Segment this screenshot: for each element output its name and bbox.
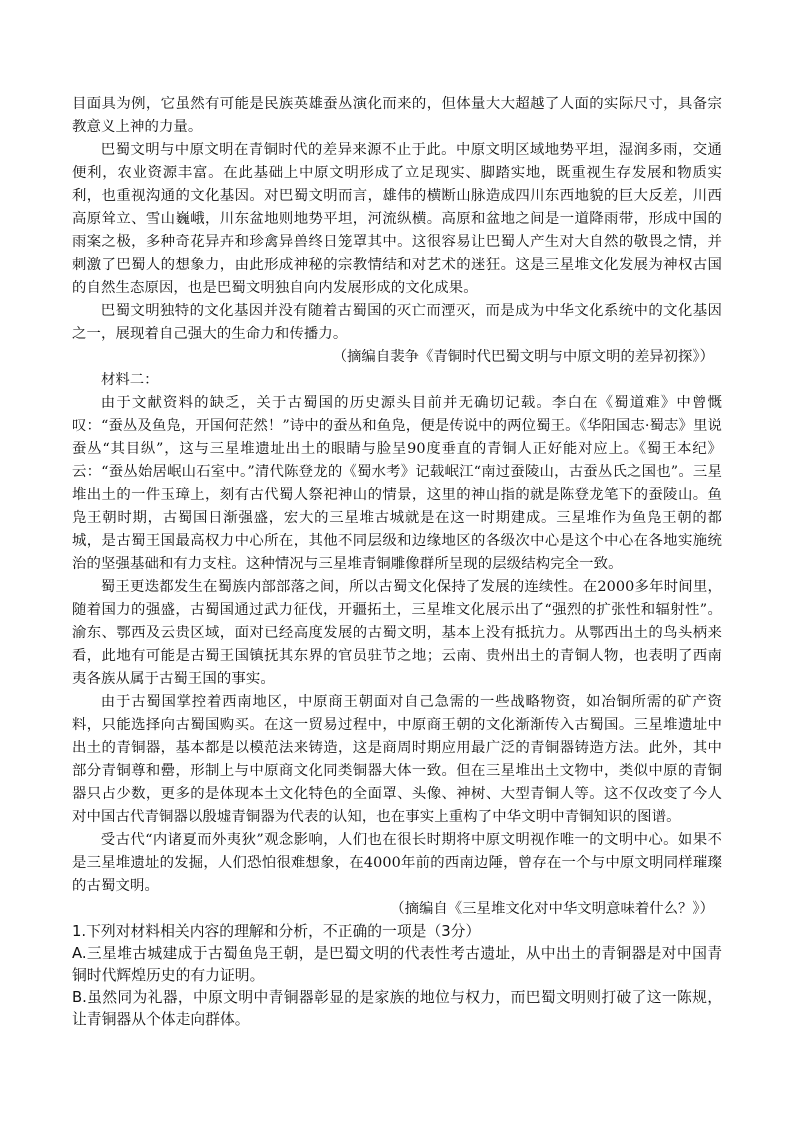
- question-option-a: A.三星堆古城建成于古蜀鱼凫王朝，是巴蜀文明的代表性考古遗址，从中出土的青铜器是对中国青铜时代辉煌历史的有力证明。: [72, 945, 722, 984]
- material1-citation: （摘编自裴争《青铜时代巴蜀文明与中原文明的差异初探》）: [332, 349, 714, 365]
- material2-paragraph-4: 受古代“内诸夏而外夷狄”观念影响，人们也在很长时期将中原文明视作唯一的文明中心。如果不是三星堆遗址的发掘，人们恐怕很难想象，在4000年前的西南边陲，曾存在一个与中原文明同样璀璨的古蜀文明。: [72, 832, 722, 894]
- question-option-b: B.虽然同为礼器，中原文明中青铜器彰显的是家族的地位与权力，而巴蜀文明则打破了这一陈规，让青铜器从个体走向群体。: [72, 989, 722, 1028]
- material1-paragraph-continued: 目面具为例，它虽然有可能是民族英雄蚕丛演化而来的，但体量大大超越了人面的实际尺寸，具备宗教意义上神的力量。: [72, 96, 722, 135]
- material2-citation: （摘编自《三星堆文化对中华文明意味着什么？》）: [390, 901, 714, 917]
- material2-paragraph-3: 由于古蜀国掌控着西南地区，中原商王朝面对自己急需的一些战略物资，如冶铜所需的矿产资料，只能选择向古蜀国购买。在这一贸易过程中，中原商王朝的文化渐渐传入古蜀国。三星堆遗址中出土的青铜器，基本都是以模范法来铸造，这是商周时期应用最广泛的青铜器铸造方法。此外，其中部分青铜尊和罍，形制上与中原商文化同类铜器大体一致。但在三星堆出土文物中，类似中原的青铜器只占少数，更多的是体现本土文化特色的全面罩、头像、神树、大型青铜人等。这不仅改变了今人对中国古代青铜器以殷墟青铜器为代表的认知，也在事实上重构了中华文明中青铜知识的图谱。: [72, 694, 722, 825]
- material1-paragraph-2: 巴蜀文明独特的文化基因并没有随着古蜀国的灭亡而湮灭，而是成为中华文化系统中的文化基因之一，展现着自己强大的生命力和传播力。: [72, 303, 722, 342]
- material1-paragraph-1: 巴蜀文明与中原文明在青铜时代的差异来源不止于此。中原文明区域地势平坦，湿润多雨，交通便利，农业资源丰富。在此基础上中原文明形成了立足现实、脚踏实地，既重视生存发展和物质实利，也重视沟通的文化基因。对巴蜀文明而言，雄伟的横断山脉造成四川东西地貌的巨大反差，川西高原耸立、雪山巍峨，川东盆地则地势平坦，河流纵横。高原和盆地之间是一道降雨带，形成中国的雨案之极，多种奇花异卉和珍禽异兽终日笼罩其中。这很容易让巴蜀人产生对大自然的敬畏之情，并刺激了巴蜀人的想象力，由此形成神秘的宗教情结和对艺术的迷狂。这是三星堆文化发展为神权古国的自然生态原因，也是巴蜀文明独自向内发展形成的文化成果。: [72, 142, 722, 296]
- document-body: [72, 93, 722, 1031]
- material2-paragraph-1: 由于文献资料的缺乏，关于古蜀国的历史源头目前并无确切记载。李白在《蜀道难》中曾慨叹：“蚕丛及鱼凫，开国何茫然！”诗中的蚕丛和鱼凫，便是传说中的两位蜀王。《华阳国志·蜀志》里说蚕丛“其目纵”，这与三星堆遗址出土的眼睛与脸呈90度垂直的青铜人正好能对应上。《蜀王本纪》云：“蚕丛始居岷山石室中。”清代陈登龙的《蜀水考》记载岷江“南过蚕陵山，古蚕丛氏之国也”。三星堆出土的一件玉璋上，刻有古代蜀人祭祀神山的情景，这里的神山指的就是陈登龙笔下的蚕陵山。鱼凫王朝时期，古蜀国日渐强盛，宏大的三星堆古城就是在这一时期建成。三星堆作为鱼凫王朝的都城，是古蜀王国最高权力中心所在，其他不同层级和边缘地区的各级次中心是这个中心在各地实施统治的坚强基础和有力支柱。这种情况与三星堆青铜雕像群所呈现的层级结构完全一致。: [72, 395, 722, 572]
- material2-paragraph-2: 蜀王更迭都发生在蜀族内部部落之间，所以古蜀文化保持了发展的连续性。在2000多年时间里，随着国力的强盛，古蜀国通过武力征伐，开疆拓土，三星堆文化展示出了“强烈的扩张性和辐射性”。渝东、鄂西及云贵区域，面对已经高度发展的古蜀文明，基本上没有抵抗力。从鄂西出土的鸟头柄来看，此地有可能是古蜀王国镇抚其东界的官员驻节之地；云南、贵州出土的青铜人物，也表明了西南夷各族从属于古蜀王国的事实。: [72, 579, 722, 687]
- material2-label: 材料二：: [101, 372, 159, 388]
- question-stem: 1.下列对材料相关内容的理解和分析，不正确的一项是（3分）: [72, 923, 481, 940]
